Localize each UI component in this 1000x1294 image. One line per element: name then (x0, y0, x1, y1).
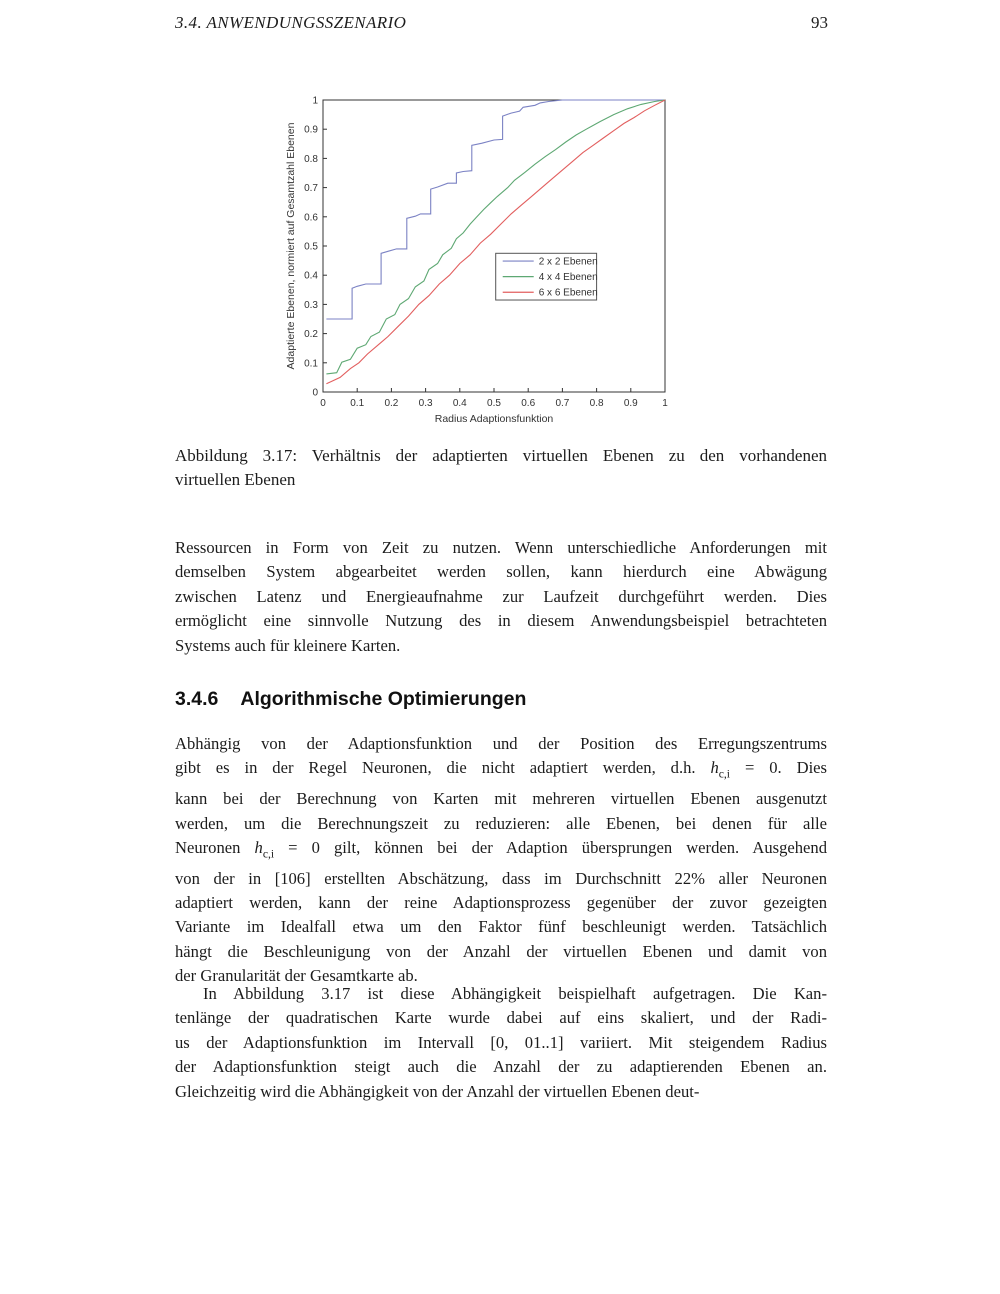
text-line: Gleichzeitig wird die Abhängigkeit von der Anzahl der virtuellen Ebenen deut- (175, 1081, 700, 1101)
subsection-title: Algorithmische Optimierungen (240, 688, 527, 710)
text-line: Systems auch für kleinere Karten. (175, 635, 401, 655)
x-tick-label: 0.3 (418, 398, 433, 409)
y-tick-label: 0.3 (304, 299, 318, 311)
x-tick-label: 0.4 (452, 398, 467, 409)
y-tick-label: 0.7 (304, 183, 318, 195)
text-line: ermöglicht eine sinnvolle Nutzung des in diesem Anwendungsbeispiel betrachteten (175, 611, 827, 631)
text-line: Abbildung 3.17: Verhältnis der adaptierten virtuellen Ebenen zu den vorhandenen (175, 446, 827, 465)
text-line: zwischen Latenz und Energieaufnahme zur Laufzeit durchgeführt werden. Dies (175, 586, 827, 606)
figure-3-17 (283, 84, 687, 440)
x-tick-label: 0.1 (350, 398, 365, 409)
subsection-heading (175, 688, 827, 711)
header-page-number: 93 (811, 13, 828, 32)
x-tick-label: 0.2 (384, 398, 399, 409)
y-tick-label: 0.5 (304, 241, 318, 253)
legend-entry-label: 6 x 6 Ebenen (538, 287, 598, 299)
x-tick-label: 0.7 (555, 398, 570, 409)
text-line: hängt die Beschleunigung von der Anzahl der virtuellen Ebenen und damit von (175, 941, 827, 961)
text-line: demselben System abgearbeitet werden sollen, kann hierdurch eine Abwägung (175, 562, 827, 582)
text-line: In Abbildung 3.17 ist diese Abhängigkeit beispielhaft aufgetragen. Die Kan- (203, 984, 827, 1003)
text-line: Abhängig von der Adaptionsfunktion und der Position des Erregungszentrums (175, 734, 827, 753)
x-tick-label: 0.8 (589, 398, 604, 409)
y-tick-label: 0.4 (304, 270, 318, 282)
text-line: kann bei der Berechnung von Karten mit mehreren virtuellen Ebenen ausgenutzt (175, 789, 827, 809)
paragraph-1 (175, 536, 827, 658)
y-tick-label: 0 (312, 387, 318, 399)
header-section-label: 3.4. ANWENDUNGSSZENARIO (175, 13, 407, 32)
x-tick-label: 0.5 (487, 398, 501, 409)
paragraph-2 (175, 732, 827, 989)
legend-entry-label: 4 x 4 Ebenen (538, 272, 598, 284)
text-line: werden, um die Berechnungszeit zu reduzieren: alle Ebenen, bei denen für alle (175, 813, 827, 833)
text-line: us der Adaptionsfunktion im Intervall [0, 01..1] variiert. Mit steigendem Radius (175, 1032, 827, 1052)
y-tick-label: 0.9 (304, 124, 318, 136)
subsection-number: 3.4.6 (175, 688, 219, 710)
y-tick-label: 0.6 (304, 212, 318, 224)
y-tick-label: 0.8 (304, 153, 318, 165)
y-tick-label: 0.2 (304, 329, 318, 341)
text-line: adaptiert werden, kann der reine Adaptionsprozess gegenüber der zuvor gezeigten (175, 893, 827, 913)
paragraph-3 (175, 982, 827, 1104)
text-line: virtuellen Ebenen (175, 470, 296, 489)
text-line: der Granularität der Gesamtkarte ab. (175, 966, 418, 986)
series-4x4Ebenen (326, 100, 665, 374)
y-tick-label: 1 (312, 95, 318, 107)
x-tick-label: 0.6 (521, 398, 536, 409)
x-tick-label: 0 (320, 398, 326, 409)
y-axis-label: Adaptierte Ebenen, normiert auf Gesamtzahl Ebenen (285, 122, 297, 370)
line-chart (283, 84, 687, 440)
text-line: von der in [106] erstellten Abschätzung, dass im Durchschnitt 22% aller Neuronen (175, 868, 827, 888)
figure-caption (175, 444, 827, 492)
text-line: Ressourcen in Form von Zeit zu nutzen. Wenn unterschiedliche Anforderungen mit (175, 538, 827, 557)
x-tick-label: 0.9 (623, 398, 638, 409)
running-header (175, 13, 828, 33)
x-tick-label: 1 (662, 398, 668, 409)
text-line: gibt es in der Regel Neuronen, die nicht adaptiert werden, d.h. $h_{c,i} = 0$. Dies (175, 758, 827, 781)
x-axis-label: Radius Adaptionsfunktion (434, 413, 554, 425)
text-line: Neuronen $h_{c,i} = 0$ gilt, können bei der Adaption übersprungen werden. Ausgehend (175, 837, 828, 861)
text-line: Variante im Idealfall etwa um den Faktor fünf beschleunigt werden. Tatsächlich (175, 917, 827, 937)
legend-entry-label: 2 x 2 Ebenen (538, 256, 598, 268)
y-tick-label: 0.1 (304, 358, 318, 370)
text-line: der Adaptionsfunktion steigt auch die Anzahl der zu adaptierenden Ebenen an. (175, 1057, 827, 1077)
series-6x6Ebenen (326, 100, 665, 384)
text-line: tenlänge der quadratischen Karte wurde dabei auf eins skaliert, und der Radi- (175, 1008, 827, 1028)
